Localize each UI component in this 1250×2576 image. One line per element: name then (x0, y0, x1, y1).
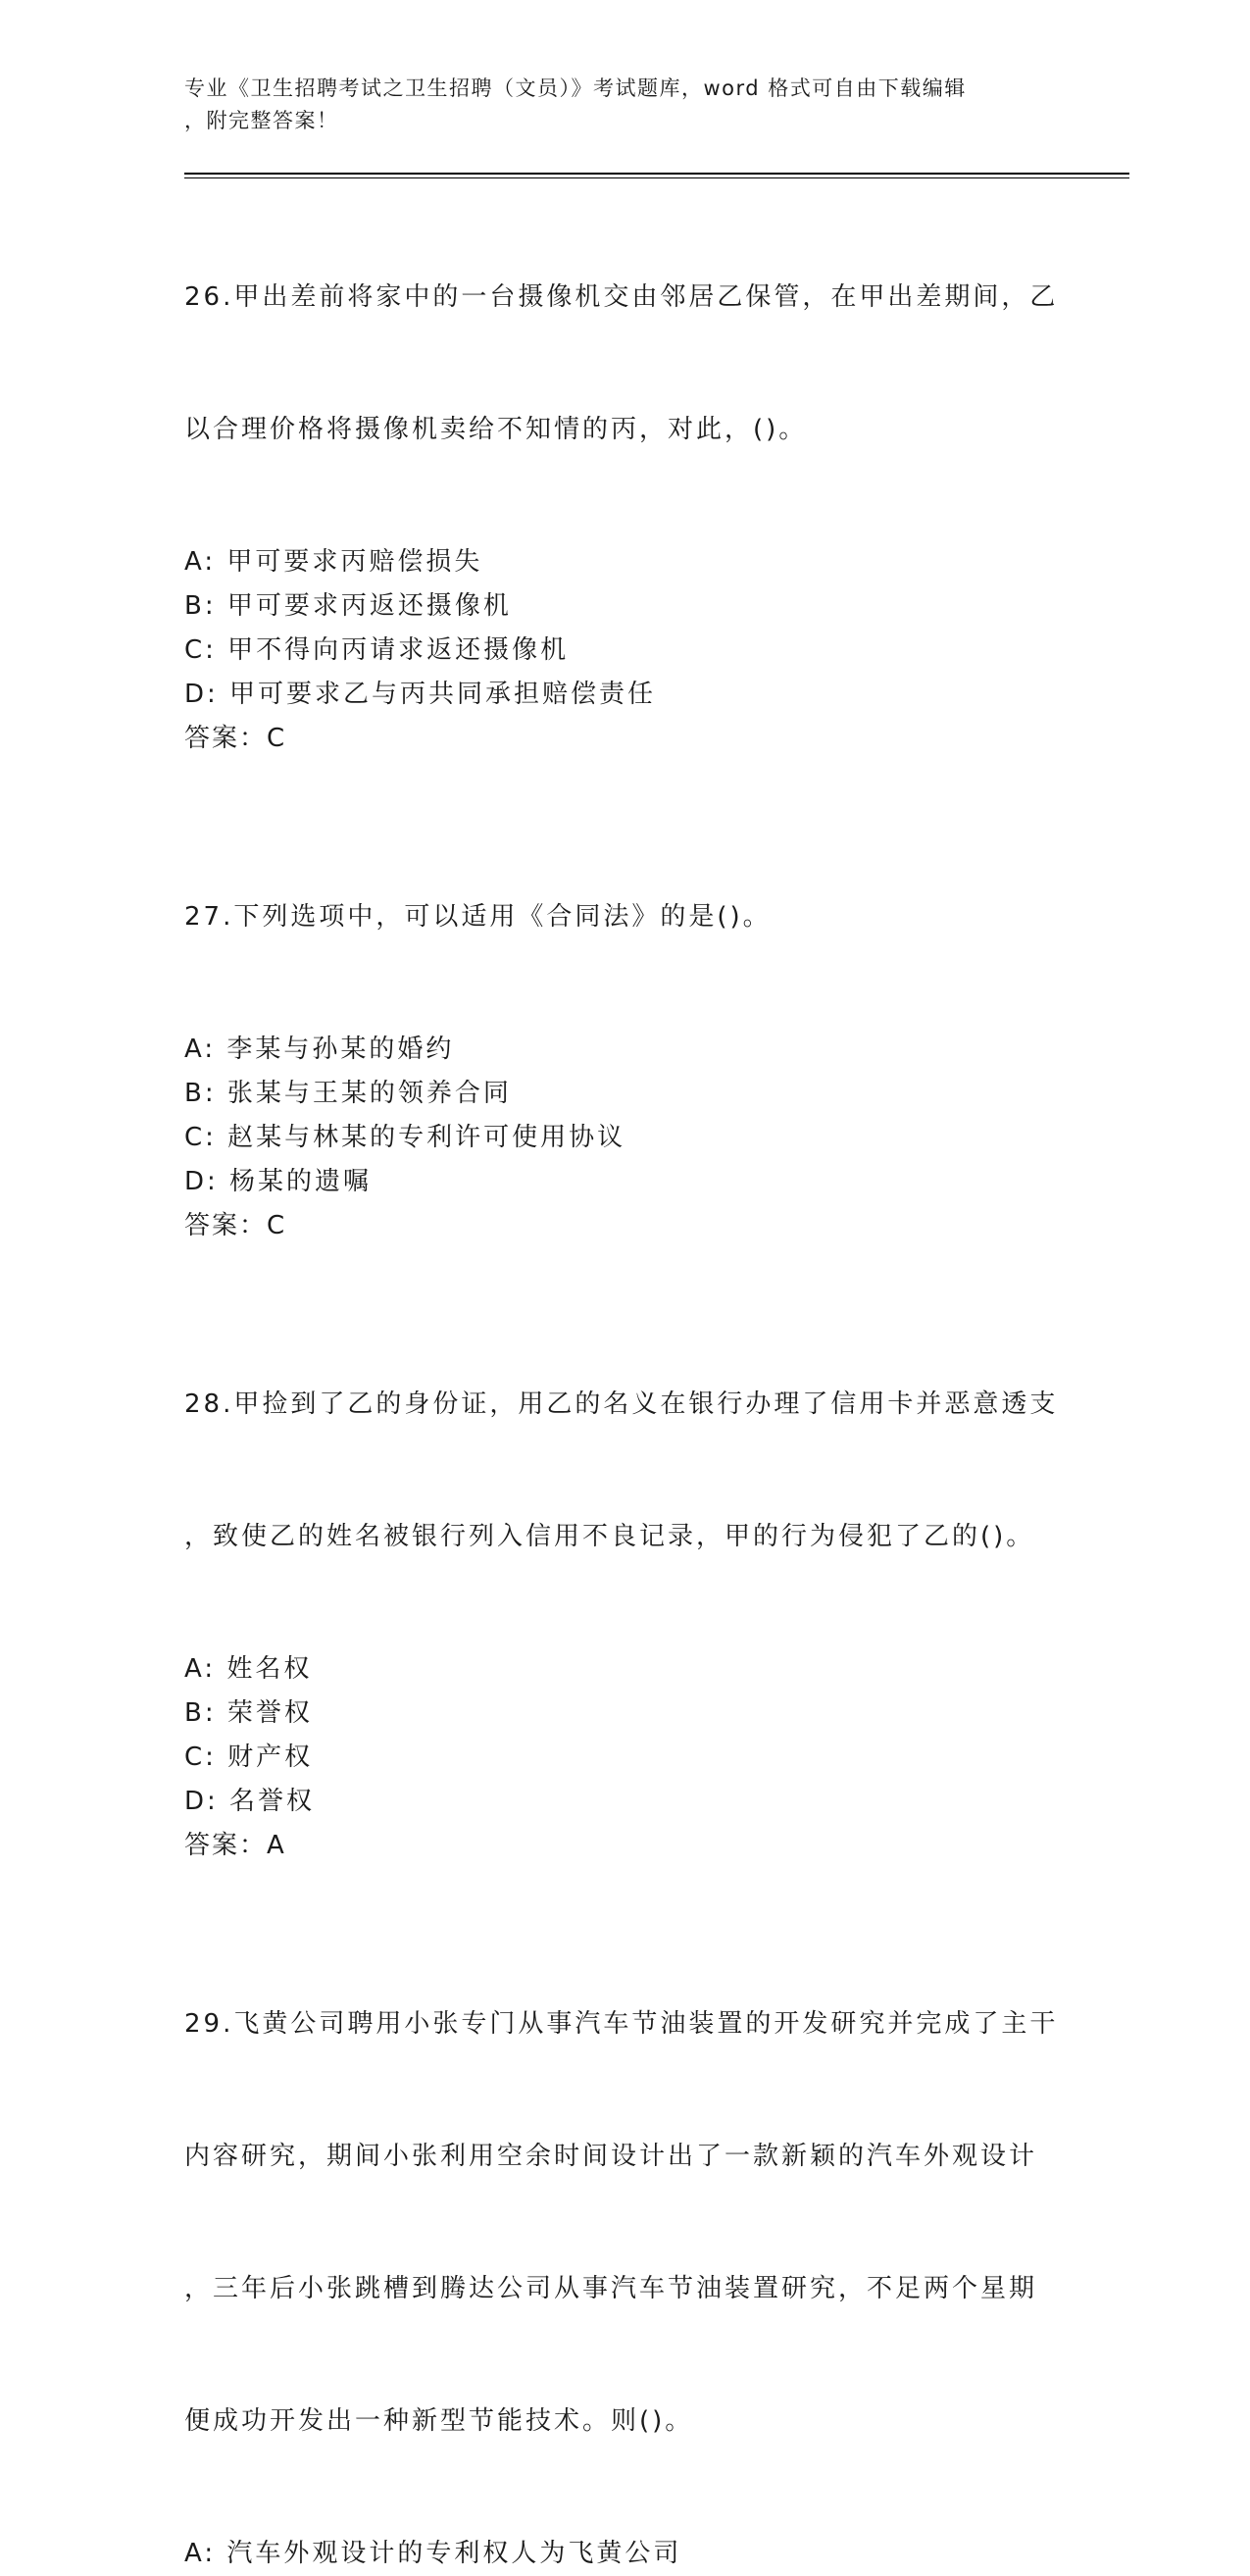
option-a: A: 李某与孙某的婚约 (184, 1035, 455, 1064)
stem-line: 以合理价格将摄像机卖给不知情的丙，对此，()。 (184, 415, 808, 444)
stem-line: 便成功开发出一种新型节能技术。则()。 (184, 2406, 694, 2436)
document-header (184, 73, 1047, 137)
question-29 (184, 1914, 1067, 2576)
stem-line: 29.飞黄公司聘用小张专门从事汽车节油装置的开发研究并完成了主干 (184, 2009, 1059, 2039)
question-28 (184, 1294, 1067, 1868)
option-d: D: 名誉权 (184, 1787, 316, 1816)
question-spacer (184, 1248, 1067, 1294)
question-stem (184, 1914, 1067, 2532)
question-26 (184, 187, 1067, 761)
stem-line: ，三年后小张跳槽到腾达公司从事汽车节油装置研究，不足两个星期 (184, 2274, 1038, 2303)
option-c: C: 财产权 (184, 1743, 314, 1772)
stem-line: 26.甲出差前将家中的一台摄像机交由邻居乙保管，在甲出差期间，乙 (184, 282, 1059, 312)
answer: 答案：C (184, 1211, 287, 1240)
option-b: B: 荣誉权 (184, 1698, 313, 1728)
option-a: A: 甲可要求丙赔偿损失 (184, 547, 483, 577)
option-b: B: 甲可要求丙返还摄像机 (184, 591, 512, 621)
option-b: B: 张某与王某的领养合同 (184, 1079, 512, 1108)
question-27 (184, 807, 1067, 1248)
question-stem (184, 1294, 1067, 1647)
header-line-1: 专业《卫生招聘考试之卫生招聘（文员）》考试题库，word 格式可自由下载编辑 (184, 76, 967, 100)
question-spacer (184, 1868, 1067, 1914)
option-c: C: 甲不得向丙请求返还摄像机 (184, 635, 570, 665)
header-rule-thin (184, 177, 1129, 178)
question-stem (184, 807, 1067, 1028)
option-a: A: 汽车外观设计的专利权人为飞黄公司 (184, 2539, 682, 2568)
option-d: D: 甲可要求乙与丙共同承担赔偿责任 (184, 680, 657, 709)
stem-line: ，致使乙的姓名被银行列入信用不良记录，甲的行为侵犯了乙的()。 (184, 1522, 1035, 1551)
question-stem (184, 187, 1067, 540)
stem-line: 27.下列选项中，可以适用《合同法》的是()。 (184, 902, 772, 932)
header-line-2: ，附完整答案！ (184, 109, 339, 132)
stem-line: 28.甲捡到了乙的身份证，用乙的名义在银行办理了信用卡并恶意透支 (184, 1389, 1059, 1419)
question-list (184, 187, 1067, 2576)
option-a: A: 姓名权 (184, 1654, 313, 1684)
header-rule-thick (184, 173, 1129, 175)
answer: 答案：A (184, 1831, 286, 1860)
question-spacer (184, 761, 1067, 807)
option-d: D: 杨某的遗嘱 (184, 1167, 373, 1196)
option-c: C: 赵某与林某的专利许可使用协议 (184, 1123, 626, 1152)
stem-line: 内容研究，期间小张利用空余时间设计出了一款新颖的汽车外观设计 (184, 2142, 1038, 2171)
answer: 答案：C (184, 724, 287, 753)
